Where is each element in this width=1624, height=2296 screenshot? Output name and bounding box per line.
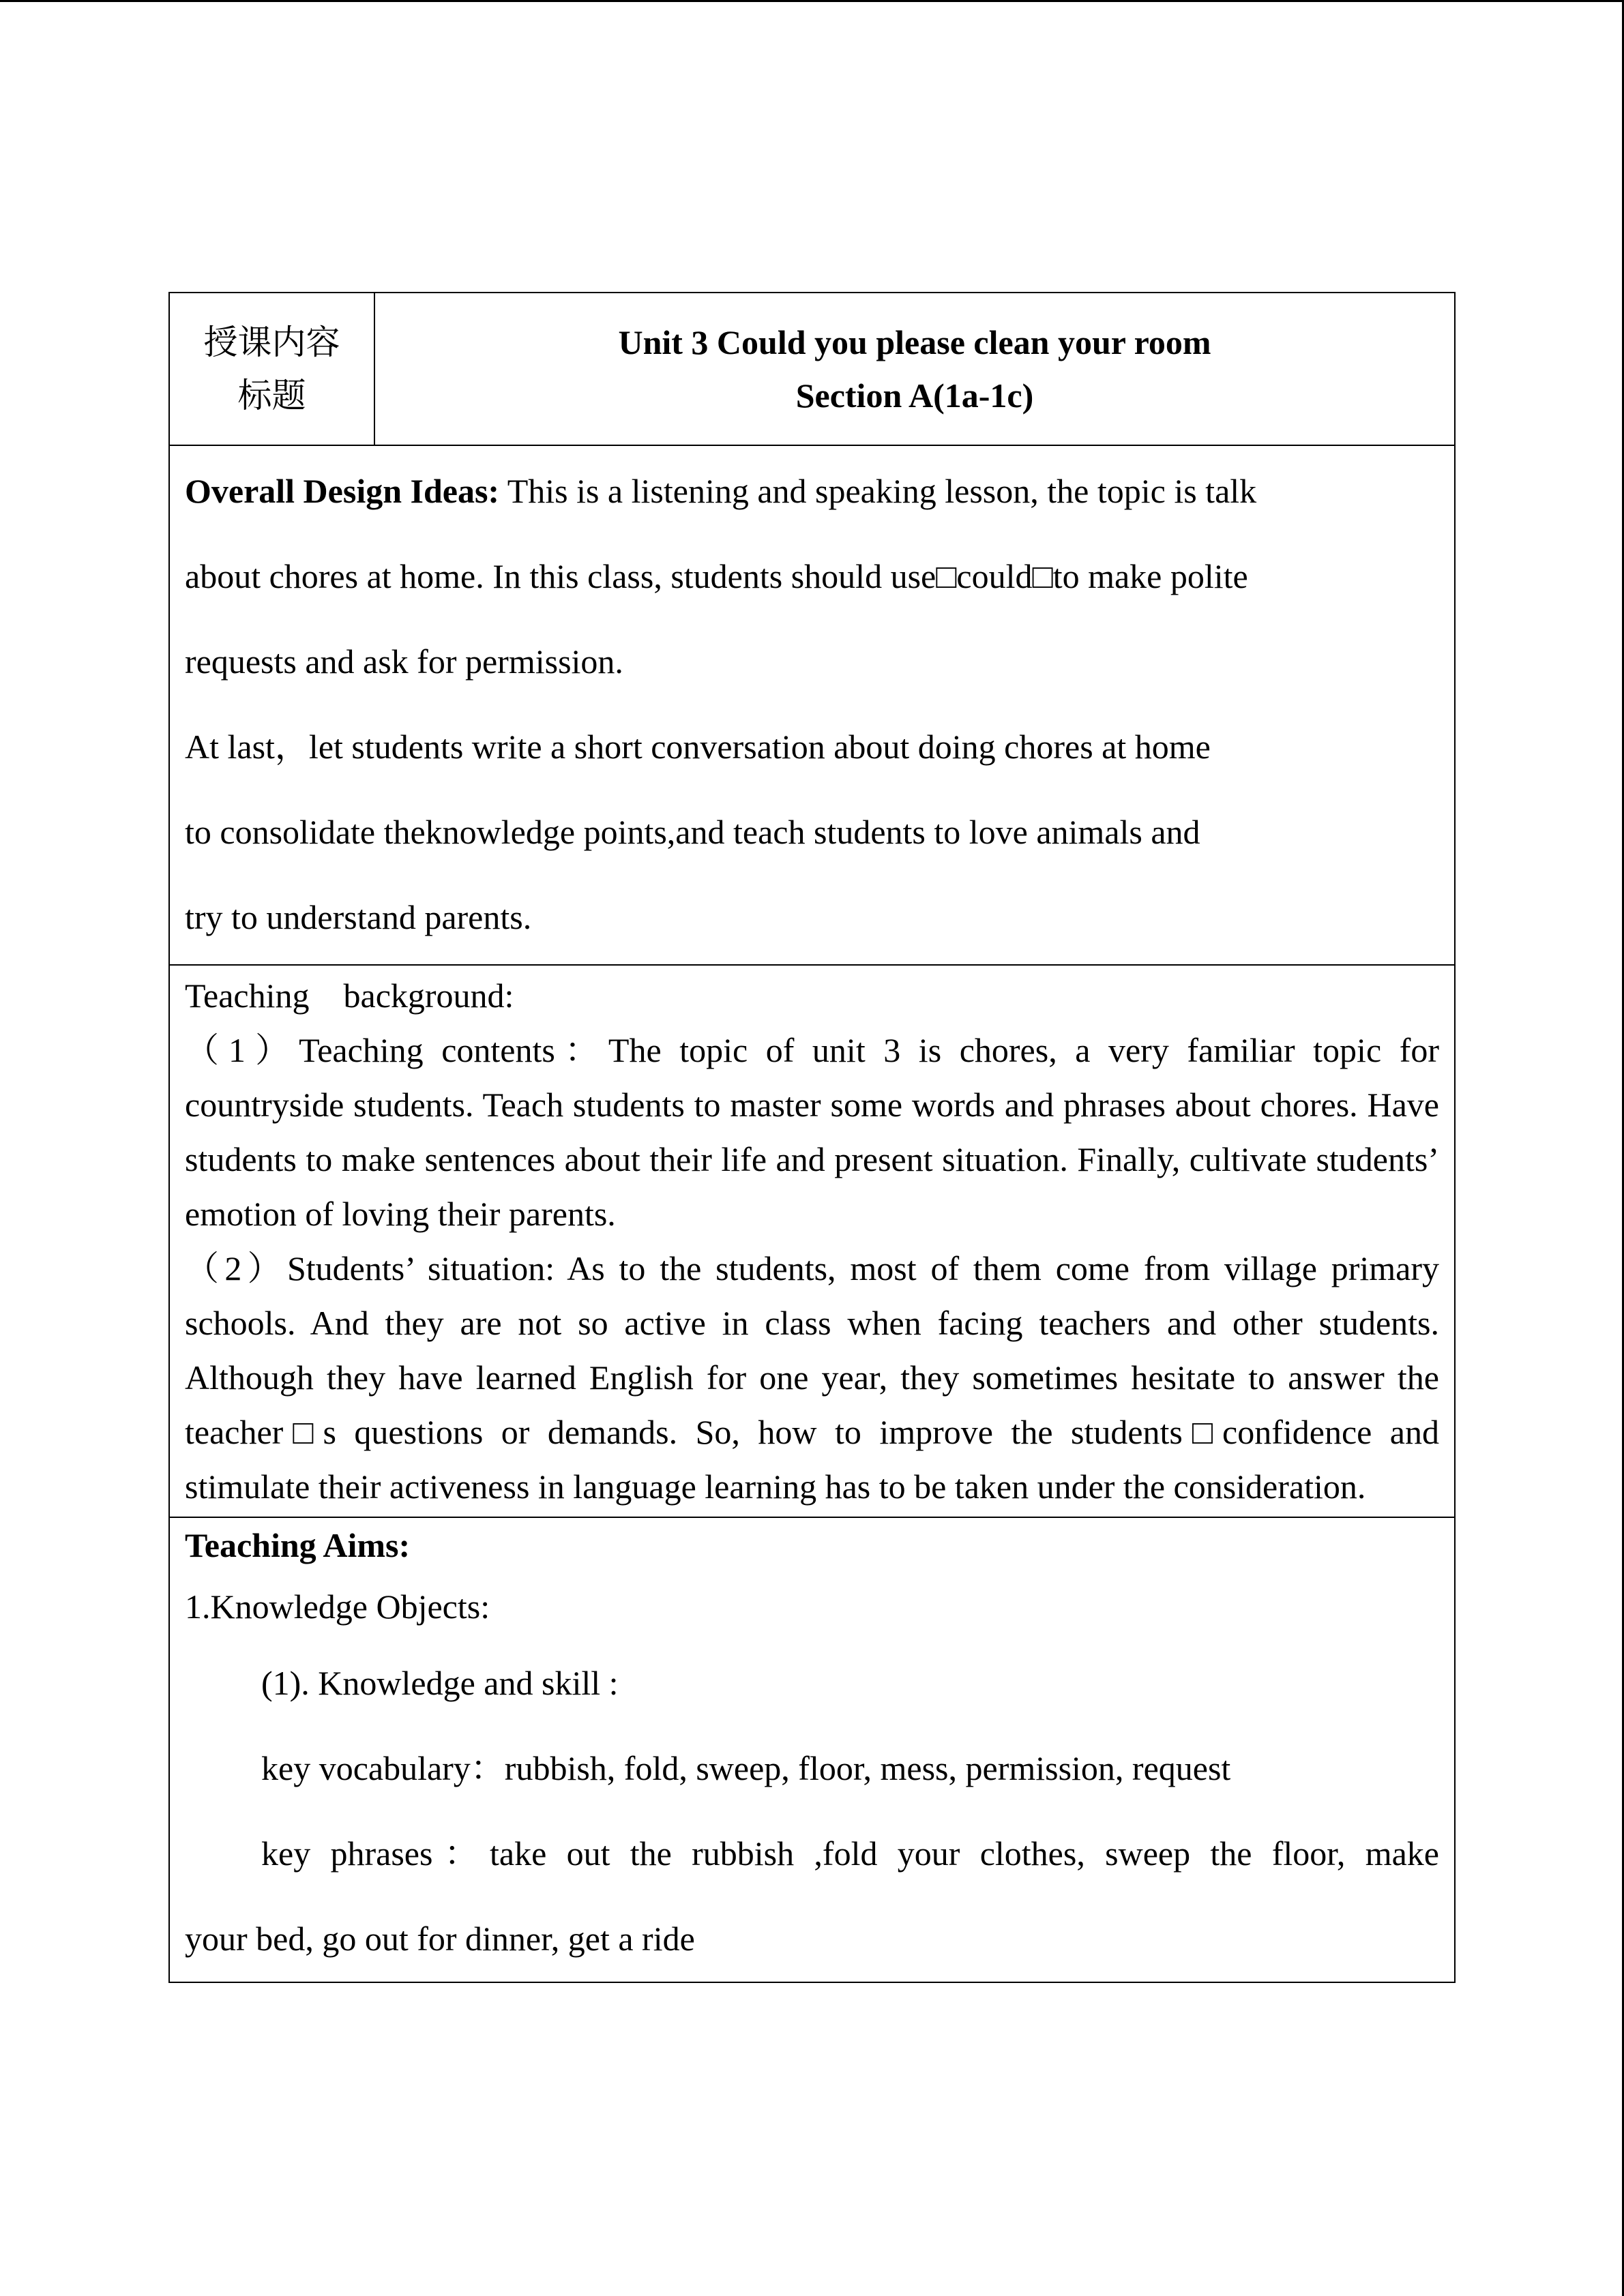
lesson-title: Unit 3 Could you please clean your room [618,323,1211,361]
header-row [169,293,1455,445]
title-cell [374,293,1455,445]
aims-vocabulary: key vocabulary：rubbish, fold, sweep, floor, mess, permission, request [261,1749,1231,1787]
lesson-section: Section A(1a-1c) [795,376,1034,415]
lesson-plan-table [168,292,1456,1983]
label-line-2: 标题 [237,376,306,415]
design-ideas-cell [169,445,1455,965]
design-line-3: requests and ask for permission. [185,642,623,681]
design-text-1: This is a listening and speaking lesson, the topic is talk [499,472,1257,510]
design-row [169,445,1455,965]
label-line-1: 授课内容 [203,323,340,362]
design-line-5: to consolidate theknowledge points,and teach students to love animals and [185,813,1200,851]
background-row [169,965,1455,1517]
design-line-6: try to understand parents. [185,898,532,936]
background-heading: Teaching background: [185,976,514,1015]
teaching-background-cell [169,965,1455,1517]
aims-row [169,1517,1455,1982]
background-contents: （1）Teaching contents：The topic of unit 3 is chores, a very familiar topic for countryside students. Teach students to master some words and phrases about chores. Have students to make sentences about their life and present situation. Finally, cultivate students’ emotion of loving their parents. [185,1031,1439,1233]
design-line-2: about chores at home. In this class, students should use□could□to make polite [185,557,1248,595]
aims-knowledge: (1). Knowledge and skill : [261,1664,619,1702]
design-line-4: At last，let students write a short conversation about doing chores at home [185,728,1211,766]
design-line-1 [185,449,1439,534]
background-situation: （2）Students’ situation: As to the students, most of them come from village primary schools. And they are not so active in class when facing teachers and other students. Although they have learned English for one year, they sometimes hesitate to answer the teacher□s questions or demands. So, how to improve the students□confidence and stimulate their activeness in language learning has to be taken under the consideration. [185,1249,1439,1506]
page-border-top [0,0,1624,2]
aims-heading: Teaching Aims: [185,1526,411,1564]
teaching-aims-cell [169,1517,1455,1982]
aims-phrases-line-2: your bed, go out for dinner, get a ride [185,1920,695,1958]
aims-phrases-line-1: key phrases：take out the rubbish ,fold your clothes, sweep the floor, make [261,1834,1439,1873]
aims-objects: 1.Knowledge Objects: [185,1587,490,1626]
design-heading: Overall Design Ideas: [185,472,500,510]
label-cell [169,293,374,445]
